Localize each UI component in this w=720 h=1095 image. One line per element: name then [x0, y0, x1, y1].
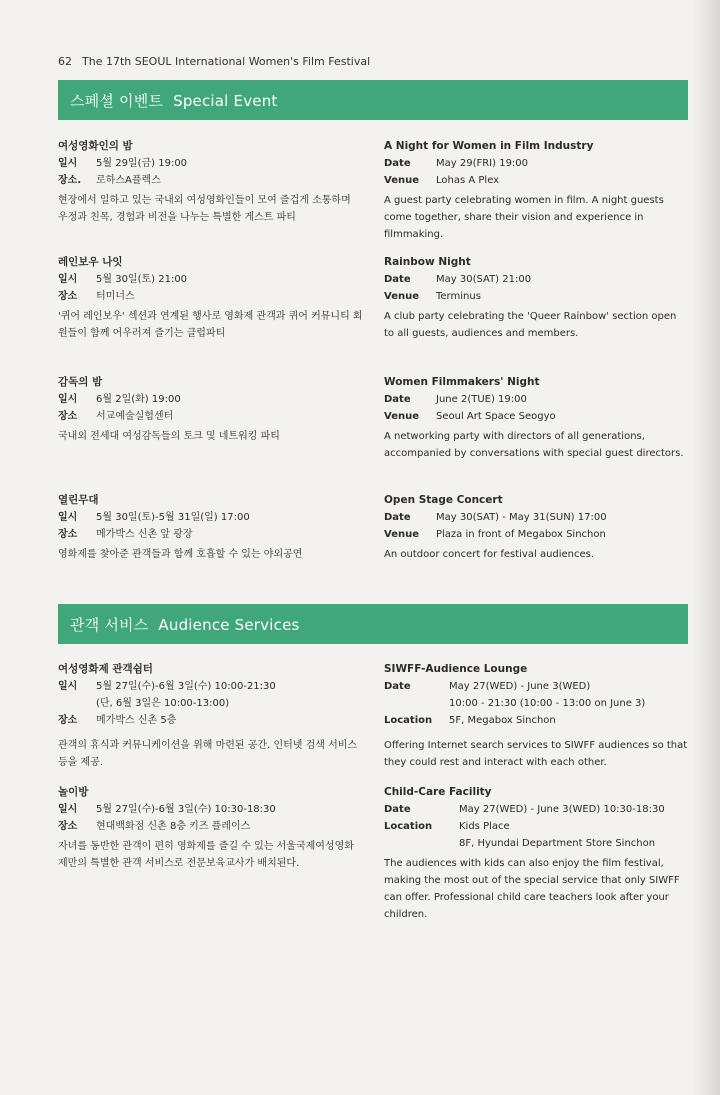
event-date: May 30(SAT) 21:00 — [436, 274, 532, 285]
service-venue: Kids Place — [459, 821, 510, 832]
event-en-4 — [384, 492, 689, 563]
event-title: Women Filmmakers' Night — [384, 376, 540, 388]
service-date-note: (단, 6월 3일은 10:00-13:00) — [96, 698, 230, 709]
venue-label: 장소. — [58, 175, 82, 186]
service-date: May 27(WED) - June 3(WED) — [449, 681, 591, 692]
event-description: 영화제를 찾아준 관객들과 함께 호흡할 수 있는 야외공연 — [58, 549, 303, 560]
event-description: A club party celebrating the 'Queer Rainbow' section open to all guests, audiences and members. — [384, 311, 677, 339]
event-description: '퀴어 레인보우' 섹션과 연계된 행사로 영화제 관객과 퀴어 커뮤니티 회원들이 함께 어우러져 즐기는 클럽파티 — [58, 311, 363, 339]
event-en-3 — [384, 374, 689, 462]
service-en-1 — [384, 661, 689, 771]
event-venue: 서교예술실험센터 — [96, 411, 174, 422]
event-venue: Plaza in front of Megabox Sinchon — [436, 529, 606, 540]
service-description: 관객의 휴식과 커뮤니케이션을 위해 마련된 공간. 인터넷 검색 서비스 등을 제공. — [58, 740, 358, 768]
event-venue: 로하스A플렉스 — [96, 175, 161, 186]
venue-label: Location — [384, 715, 433, 726]
event-title: 여성영화인의 밤 — [58, 140, 133, 152]
venue-label: 장소 — [58, 291, 78, 302]
event-venue: Terminus — [436, 291, 481, 302]
running-head — [58, 55, 370, 68]
audience-services-header — [58, 604, 688, 644]
service-title: 여성영화제 관객쉼터 — [58, 663, 153, 675]
event-description: An outdoor concert for festival audiences. — [384, 549, 595, 560]
event-date: 5월 29일(금) 19:00 — [96, 158, 188, 169]
service-date: 5월 27일(수)-6월 3일(수) 10:00-21:30 — [96, 681, 276, 692]
date-label: Date — [384, 158, 411, 169]
event-date: June 2(TUE) 19:00 — [436, 394, 527, 405]
service-title: SIWFF-Audience Lounge — [384, 663, 528, 675]
venue-label: Venue — [384, 175, 419, 186]
running-title: The 17th SEOUL International Women's Film Festival — [82, 55, 371, 68]
service-venue: 5F, Megabox Sinchon — [449, 715, 556, 726]
section-title-ko: 스페셜 이벤트 — [70, 91, 164, 110]
event-title: 감독의 밤 — [58, 376, 103, 388]
section-title-ko: 관객 서비스 — [70, 615, 149, 634]
service-description: 자녀를 동반한 관객이 편히 영화제를 즐길 수 있는 서울국제여성영화제만의 특별한 관객 서비스로 전문보육교사가 배치된다. — [58, 841, 354, 869]
event-ko-4 — [58, 492, 363, 563]
date-label: Date — [384, 512, 411, 523]
service-title: 놀이방 — [58, 786, 89, 798]
date-label: Date — [384, 681, 411, 692]
event-description: A guest party celebrating women in film. A night guests come together, share their vision and experience in filmmaking. — [384, 195, 664, 240]
event-title: Open Stage Concert — [384, 494, 503, 506]
service-date-note: 10:00 - 21:30 (10:00 - 13:00 on June 3) — [449, 698, 646, 709]
service-en-2 — [384, 784, 689, 923]
event-date: 6월 2일(화) 19:00 — [96, 394, 181, 405]
event-description: 국내외 전세대 여성감독들의 토크 및 네트워킹 파티 — [58, 431, 280, 442]
service-title: Child-Care Facility — [384, 786, 492, 798]
venue-label: Location — [384, 821, 433, 832]
event-title: A Night for Women in Film Industry — [384, 140, 594, 152]
event-description: 현장에서 일하고 있는 국내외 여성영화인들이 모여 즐겁게 소통하며 우정과 친목, 경험과 비전을 나누는 특별한 게스트 파티 — [58, 195, 351, 223]
date-label: 일시 — [58, 274, 78, 285]
event-en-1 — [384, 138, 689, 243]
event-date: May 30(SAT) - May 31(SUN) 17:00 — [436, 512, 607, 523]
service-date: May 27(WED) - June 3(WED) 10:30-18:30 — [459, 804, 665, 815]
venue-label: 장소 — [58, 715, 78, 726]
date-label: Date — [384, 394, 411, 405]
service-description: Offering Internet search services to SIWFF audiences so that they could rest and interact with each other. — [384, 740, 688, 768]
venue-label: Venue — [384, 529, 419, 540]
date-label: 일시 — [58, 804, 78, 815]
service-venue: 현대백화점 신촌 8층 키즈 플레이스 — [96, 821, 251, 832]
event-venue: 터미너스 — [96, 291, 135, 302]
event-ko-2 — [58, 254, 363, 342]
venue-label: 장소 — [58, 529, 78, 540]
event-ko-3 — [58, 374, 363, 445]
special-event-header — [58, 80, 688, 120]
date-label: 일시 — [58, 512, 78, 523]
event-title: Rainbow Night — [384, 256, 471, 268]
section-title-en: Audience Services — [158, 615, 300, 634]
page-number: 62 — [58, 55, 72, 68]
event-title: 레인보우 나잇 — [58, 256, 123, 268]
event-venue: Seoul Art Space Seogyo — [436, 411, 556, 422]
venue-label: 장소 — [58, 821, 78, 832]
venue-label: Venue — [384, 411, 419, 422]
event-title: 열린무대 — [58, 494, 99, 506]
venue-label: Venue — [384, 291, 419, 302]
service-date: 5월 27일(수)-6월 3일(수) 10:30-18:30 — [96, 804, 276, 815]
venue-label: 장소 — [58, 411, 78, 422]
event-ko-1 — [58, 138, 363, 226]
event-venue: 메가박스 신촌 앞 광장 — [96, 529, 193, 540]
section-title-en: Special Event — [173, 91, 278, 110]
service-ko-2 — [58, 784, 363, 872]
service-description: The audiences with kids can also enjoy the film festival, making the most out of the special service that only SIWFF can offer. Professional child care teachers look after your children. — [384, 858, 680, 920]
date-label: 일시 — [58, 394, 78, 405]
event-venue: Lohas A Plex — [436, 175, 500, 186]
event-date: May 29(FRI) 19:00 — [436, 158, 529, 169]
event-date: 5월 30일(토) 21:00 — [96, 274, 188, 285]
event-en-2 — [384, 254, 689, 342]
date-label: Date — [384, 804, 411, 815]
event-date: 5월 30일(토)-5월 31일(일) 17:00 — [96, 512, 250, 523]
page-edge-shadow — [692, 0, 720, 1095]
service-venue: 메가박스 신촌 5층 — [96, 715, 177, 726]
event-description: A networking party with directors of all generations, accompanied by conversations with special guest directors. — [384, 431, 684, 459]
date-label: 일시 — [58, 158, 78, 169]
service-ko-1 — [58, 661, 363, 771]
service-venue-note: 8F, Hyundai Department Store Sinchon — [459, 838, 656, 849]
date-label: Date — [384, 274, 411, 285]
date-label: 일시 — [58, 681, 78, 692]
